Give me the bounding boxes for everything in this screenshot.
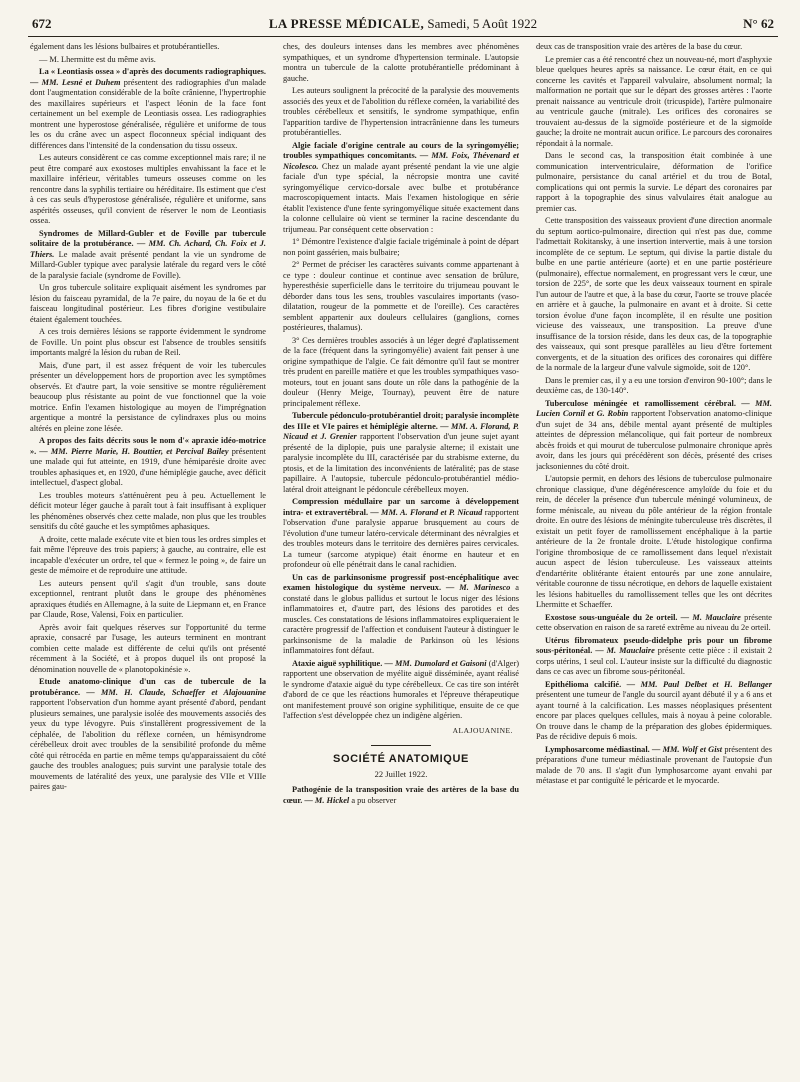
article-authors: — MM. Lucien Cornil et G. Robin [536, 398, 772, 418]
paragraph: A ces trois dernières lésions se rapporte évidemment le syndrome de Foville. Un point plus obscur est l'absence de troubles sensitifs importants malgré la lésion du ruban de Reil. [30, 327, 266, 357]
article-text: a constaté dans le globus pallidus et surtout le locus niger des lésions inflammatoires et, d'autre part, des lésions des parotides et des muscles. Ces constatations de lésions inflammatoires expliqueraient le caractère progressif de l'affection et conduisent l'auteur à distinguer le parkinsonisme de la maladie de Parkinson où les lésions inflammatoires font défaut. [283, 583, 519, 655]
paragraph: Dans le second cas, la transposition était combinée à une communication interventriculaire, déformation de l'orifice pulmonaire, persistance du canal artériel et du trou de Botal, complications qui ont permis la survie. Le départ des coronaires par rapport à la topographie des sinus valvulaires était analogue au premier cas. [536, 151, 772, 213]
paragraph: Dans le premier cas, il y a eu une torsion d'environ 90-100°; dans le deuxième cas, de 130-140°. [536, 375, 772, 395]
page-header [28, 14, 778, 37]
column-3 [536, 42, 772, 1076]
article-text: a pu observer [351, 795, 397, 805]
article-title: Tuberculose méningée et ramollissement cérébral. [545, 398, 736, 408]
article-text: présentent des préparations d'une tumeur médiastinale provenant de l'autopsie d'un malade de 70 ans. Il s'agit d'un lymphosarcome ayant envahi par métastase et par contiguïté le péricarde et le myocarde. [536, 744, 772, 785]
article-title: La « Leontiasis ossea » d'après des documents radiographiques. [39, 67, 266, 76]
paragraph: — M. Lhermitte est du même avis. [39, 54, 156, 64]
article-authors: — MM. Pierre Marie, H. Bouttier, et Percival Bailey [39, 446, 229, 456]
paragraph: 1° Démontre l'existence d'algie faciale trigéminale à point de départ non point gassérien, mais bulbaire; [283, 237, 519, 257]
article-text: présentent une malade qui fut atteinte, en 1919, d'une hémiparésie droite avec troubles aphasiques et, en 1920, d'une hémiplégie gauche, avec déficit intellectuel, d'aspect global. [30, 446, 266, 487]
issue-date: Samedi, 5 Août 1922 [427, 16, 538, 31]
article-authors: — MM. A. Florand, P. Nicaud et J. Grenier [283, 421, 519, 441]
article-algie-faciale [283, 141, 519, 236]
paragraph: Le premier cas a été rencontré chez un nouveau-né, mort d'asphyxie bleue quelques heures après sa naissance. Le cœur était, en ce qui concerne les cavités et l'appareil valvulaire, absolument normal; la malformation ne portait que sur le départ des grosses artères : l'aorte prenait naissance au ventricule droit (tricuspide), l'artère pulmonaire au ventricule gauche (mitrale). Les orifices des coronaires se trouvaient au-dessus de la sigmoïde postérieure et de la sigmoïde gauche; la droite ne montrait aucun orifice. Le parcours des coronaires répondait à la normale. [536, 54, 772, 148]
article-text: présente cette observation en raison de sa rareté extrême au niveau du 2e orteil. [536, 612, 772, 632]
article-text: (d'Alger) rapportent une observation de myélite aiguë disséminée, ayant réalisé le syndrome d'ataxie aiguë du type cérébelleux. Ce cas tire son intérêt d'abord de ce que les réactions humorales et l'épreuve thérapeutique ont manifestement prouvé son origine syphilitique, ensuite de ce que l'affection s'est développée chez un indigène algérien. [283, 658, 519, 720]
article-text: présente cette pièce : il existait 2 corps utérins, 1 seul col. L'auteur insiste sur la difficulté du diagnostic dans ce cas avec un fibrome sous-péritonéal. [536, 646, 772, 676]
paragraph: L'autopsie permit, en dehors des lésions de tuberculose pulmonaire chronique classique, d'une dégénérescence amyloïde du foie et du rein, de déceler la présence d'un tubercule méningé volumineux, de forme méniscale, au niveau du pôle antérieur de la région frontale droite. En outre des lésions de méningite tuberculeuse très discrètes, il existait un petit foyer de ramollissement encéphalique à la partie antérieure de la 2e frontale droite. L'étude histologique confirma l'origine thrombosique de ce ramollissement dans lequel n'existait aucun aspect de lésion tuberculeuse. Les vaisseaux atteints d'endartérite oblitérante étaient entourés par une zone annulaire, véritable couronne de tissu nécrotique, en dehors de laquelle existaient les lésions habituelles du ramollissement telles que les ont décrites Lhermitte et Schaeffer. [536, 474, 772, 609]
article-authors: — MM. Paul Delbet et H. Bellanger [626, 679, 772, 689]
paragraph: Un gros tubercule solitaire expliquait aisément les syndromes par lésion du faisceau pyramidal, de la 7e paire, du noyau de la 6e et du faisceau longitudinal postérieur. Les fibres d'origine vestibulaire étaient également touchées. [30, 283, 266, 324]
article-millard-gubler [30, 229, 266, 282]
paragraph: 2° Permet de préciser les caractères suivants comme appartenant à ce type : douleur continue et continue avec sensation de brûlure, hyperesthésie superficielle dans le territoire du trijumeau pouvant le déborder dans tous les sens, troubles vasculaires importants (vaso-dilatation, rougeur de la pommette et de l'oreille). Ces caractères semblent appartenir aux douleurs cellulaires (ganglions, cornes postérieures, thalamus). [283, 260, 519, 332]
article-authors: — MM. A. Florand et P. Nicaud [370, 507, 483, 517]
article-parkinsonisme [283, 573, 519, 657]
column-2 [283, 42, 519, 1076]
article-text: rapportent l'observation anatomo-clinique d'un sujet de 34 ans, débile mental ayant présenté de multiples atteintes de dépression mélancolique, qui fait porteur de nombreux abcès froids et qui mourut de tuberculose pulmonaire chronique après avoir, dans les jours qui précédèrent son décès, présenté des crises jacksoniennes du côté droit. [536, 409, 772, 471]
article-text: Chez un malade ayant présenté pendant la vie une algie faciale d'un type spécial, la nécropsie montra une cavité syringomyélique cervico-dorsale avec bulbe et protubérance macroscopiquement intacts. Mais l'examen histologique en série établit l'existence d'une fente syringomyélique située exactement dans la colonne cellulaire où vient se terminer la racine descendante du trijumeau. Par conséquent cette observation : [283, 161, 519, 234]
paragraph: deux cas de transposition vraie des artères de la base du cœur. [536, 42, 743, 51]
article-exostose [536, 613, 772, 634]
article-text: présentent des radiographies d'un malade dont l'augmentation considérable de la boîte crânienne, l'hypertrophie des maxillaires supérieurs et l'aspect léonin de la face font certainement un bel exemple de Leontiasis ossea. Les radiographies montrent une hyperostose généralisée, régulière et uniforme de tous les os du crâne avec un aspect floconneux spécial indiquant des différences dans l'intensité de la condensation du tissu osseux. [30, 77, 266, 150]
article-title: Un cas de parkinsonisme progressif post-encéphalitique avec examen histologique du système nerveux. [283, 572, 519, 592]
article-title: Tubercule pédonculo-protubérantiel droit; paralysie incomplète des IIIe et VIe paires et hémiplégie alterne. [283, 411, 519, 431]
paragraph: A droite, cette malade exécute vite et bien tous les ordres simples et fait même l'épreuve des trois papiers; à gauche, au contraire, elle est incapable d'exécuter un ordre, tel que « fermez le poing », de faire un geste de mémoire et de reproduire une attitude. [30, 534, 266, 575]
article-title: Lymphosarcome médiastinal. [545, 744, 650, 754]
article-title: A propos des faits décrits sous le nom d'« apraxie idéo-motrice ». [30, 436, 266, 456]
article-tuberculose-meningee [536, 399, 772, 473]
article-text: rapportent l'observation d'un homme ayant présenté d'abord, pendant plusieurs semaines, une paralysie isolée des mouvements associés des yeux du type lévogyre. Puis s'installèrent progressivement de la céphalée, de l'abolition du réflexe cornéen, un hémisyndrome cérébelleux droit avec troubles de la sensibilité profonde du même côté qui rétrocéda en partie en même temps qu'apparaissaient du côté gauche des troubles analogues; puis survint une paralysie totale des mouvements de latéralité des yeux, une paralysie des VIIe et VIIIe paires gau- [30, 698, 266, 791]
article-title: Algie faciale d'origine centrale au cours de la syringomyélie; troubles sympathiques concomitants. [283, 140, 519, 160]
article-title: Ataxie aiguë syphilitique. [292, 658, 383, 668]
article-text: rapportent l'observation d'une paralysie apparue brusquement au cours de l'évolution d'une tumeur latéro-cervicale déterminant des névralgies et des troubles moteurs dans le territoire des dernières paires cervicales. La tumeur (sarcome atypique) était énorme en hauteur et en profondeur où elle pénétrait dans le canal rachidien. [283, 507, 519, 569]
article-lymphosarcome [536, 745, 772, 787]
article-authors: — MM. Dumolard et Gaisoni [384, 658, 487, 668]
article-authors: — MM. H. Claude, Schaeffer et Alajouanine [86, 687, 266, 697]
society-heading: SOCIÉTÉ ANATOMIQUE [333, 753, 469, 765]
paragraph: Les auteurs pensent qu'il s'agit d'un trouble, sans doute exceptionnel, rentrant plutôt dans le groupe des phénomènes apraxiques étudiés en Allemagne, à la suite de Liepmann et, en France par Claude, Rose, Valensi, Foix en particulier. [30, 578, 266, 619]
article-title: Compression médullaire par un sarcome à développement intra- et extravertébral. [283, 497, 519, 517]
column-1 [30, 42, 266, 1076]
paragraph: ches, des douleurs intenses dans les membres avec phénomènes sympathiques, et un syndrome d'hypertension terminale. L'autopsie montra un tubercule de la calotte protubérantielle prédominant à gauche. [283, 42, 519, 83]
article-text: rapportent l'observation d'un jeune sujet ayant présenté de la diplopie, puis une paralysie alterne; il existait une paralysie incomplète du III, caractérisée par du strabisme externe, du ptosis, et de la limitation des inconvénients de latéralité; pas de stase papillaire. A l'autopsie, tubercule pédonculo-protubérantiel médio-latéral droit atteignant le pédoncule cérébelleux moyen. [283, 432, 519, 494]
journal-title: LA PRESSE MÉDICALE, [268, 16, 425, 31]
article-transposition [283, 785, 519, 806]
article-authors: — M. Mauclaire [595, 646, 655, 655]
article-authors: — M. Mauclaire [680, 612, 741, 622]
article-title: Utérus fibromateux pseudo-didelphe pris pour un fibrome sous-péritonéal. [536, 635, 772, 655]
article-authors: — MM. Ch. Achard, Ch. Foix et J. Thiers. [30, 239, 266, 259]
paragraph: Les auteurs considèrent ce cas comme exceptionnel mais rare; il ne peut être comparé aux exostoses multiples envahissant la face et le maxillaire inférieur, véritables tumeurs osseuses comme on les rencontre dans la syphilis tertiaire ou héréditaire. Ils estiment que c'est à ces cas seuls d'hyperostose généralisée, régulière et uniforme, sans aspérités osseuses, qu'il convient de réserver le nom de Leontiasis ossea. [30, 153, 266, 225]
paragraph: Cette transposition des vaisseaux provient d'une direction anormale du septum aortico-pulmonaire, direction qui n'est pas due, comme l'admettait Rokitansky, à une insertion intervertie, mais à une torsion incomplète de ce septum. Le septum, qui divise la partie distale du bulbe en une partie antérieure (aorte) et en une partie postérieure (pulmonaire), effectue normalement, en progressant vers le cœur, une torsion de 225°, de sorte que les deux vaisseaux tournent en spirale l'un autour de l'autre et que, à la base du cœur, l'aorte se trouve placée en arrière et à gauche, la pulmonaire en avant et à droite. Si cette torsion évolue d'une façon incomplète, il en résulte une position vicieuse des vaisseaux, une transposition. La preuve d'une insuffisance de la torsion réside, dans les deux cas, de la topographie des vaisseaux, qui sont presque parallèles au lieu d'être fortement convergents, et de la situation des orifices des coronaires qui diffère de la normale de la largeur d'une valvule sigmoïde, soit de 120°. [536, 216, 772, 372]
article-title: Epithélioma calcifié. [545, 679, 622, 689]
paragraph: Après avoir fait quelques réserves sur l'opportunité du terme apraxie, consacré par l'usage, les auteurs terminent en montrant combien cette malade est différente de celui qu'ils ont présenté récemment à la Société, et à propos duquel ils ont proposé la dénomination nouvelle de « planotopokinésie ». [30, 622, 266, 674]
article-title: Syndromes de Millard-Gubler et de Foville par tubercule solitaire de la protubérance. [30, 228, 266, 248]
section-divider [371, 745, 431, 746]
paragraph: 3° Ces dernières troubles associés à un léger degré d'aplatissement de la face (fréquent dans la syringomyélie) avaient fait penser à une origine sympathique de l'algie. Ce fait démontre qu'il faut se montrer très prudent en pareille matière et que les troubles sympathiques vaso-moteurs, tout en jouant sans doute un rôle dans la pathogénie de la douleur (Henry Meige, Tournay), peuvent être de nature principalement réflexe. [283, 335, 519, 408]
article-tubercule-protuberance [30, 677, 266, 793]
article-uterus [536, 636, 772, 678]
article-title: Pathogénie de la transposition vraie des artères de la base du cœur. [283, 785, 519, 805]
article-title: Exostose sous-unguéale du 2e orteil. [545, 612, 678, 622]
issue-number: N° 62 [743, 16, 774, 31]
paragraph: Mais, d'une part, il est assez fréquent de voir les tubercules présenter un développement hors de proportion avec les symptômes observés. Et d'autre part, la voie sensitive se montre régulièrement beaucoup plus résistante au point de vue fonctionnel que la voie motrice. Enfin l'examen histologique au moyen de l'imprégnation argentique a montré la persistance de cylindraxes plus ou moins altérés en pleine zone lésée. [30, 360, 266, 433]
article-authors: — M. Marinesco [446, 583, 511, 592]
article-authors: — MM. Wolf et Gist [652, 744, 723, 754]
article-epithelioma [536, 680, 772, 743]
article-text: Le malade avait présenté pendant la vie un syndrome de Millard-Gubler typique avec paralysie latérale du regard vers le côté de la paralysie faciale (syndrome de Foville). [30, 249, 266, 280]
paragraph: Les troubles moteurs s'atténuèrent peu à peu. Actuellement le déficit moteur léger gauche à paraît tout à fait insuffisant à expliquer les phénomènes observés chez cette malade, non plus que les troubles sensitifs du côté gauche et les symptômes aphasiques. [30, 490, 266, 531]
journal-masthead [28, 16, 778, 32]
article-apraxie [30, 436, 266, 489]
article-authors: — M. Hickel [304, 795, 350, 805]
article-text: présentent une tumeur de l'angle du sourcil ayant débuté il y a 6 ans et ayant tourné à la calcification. Les masses néoplasiques présentent encore par places quelques cellules, mais à noyau à peine colorable. On trouve dans le champ de la préparation des globes épidermiques. Pas de récidive depuis 6 mois. [536, 690, 772, 741]
article-authors: — MM. Foix, Thévenard et Nicolesco. [283, 151, 519, 171]
article-authors: — MM. Lesné et Duhem [30, 77, 121, 87]
article-leontiasis [30, 67, 266, 151]
paragraph: Les auteurs soulignent la précocité de la paralysie des mouvements associés des yeux et de l'abolition du réflexe cornéen, la variabilité des troubles cérébelleux et sensitifs, le syndrome sympathique, enfin l'apparition tardive de l'hypertension intracrânienne dans les tumeurs protubérantielles. [283, 86, 519, 137]
article-title: Etude anatomo-clinique d'un cas de tubercule de la protubérance. [30, 677, 266, 697]
article-ataxie [283, 659, 519, 722]
article-compression-medullaire [283, 497, 519, 571]
article-tubercule-pedonculo [283, 411, 519, 495]
page-number: 672 [32, 16, 52, 31]
society-date: 22 Juillet 1922. [374, 768, 428, 779]
paragraph: également dans les lésions bulbaires et protubérantielles. [30, 42, 220, 51]
signature: ALAJOUANINE. [452, 725, 513, 735]
